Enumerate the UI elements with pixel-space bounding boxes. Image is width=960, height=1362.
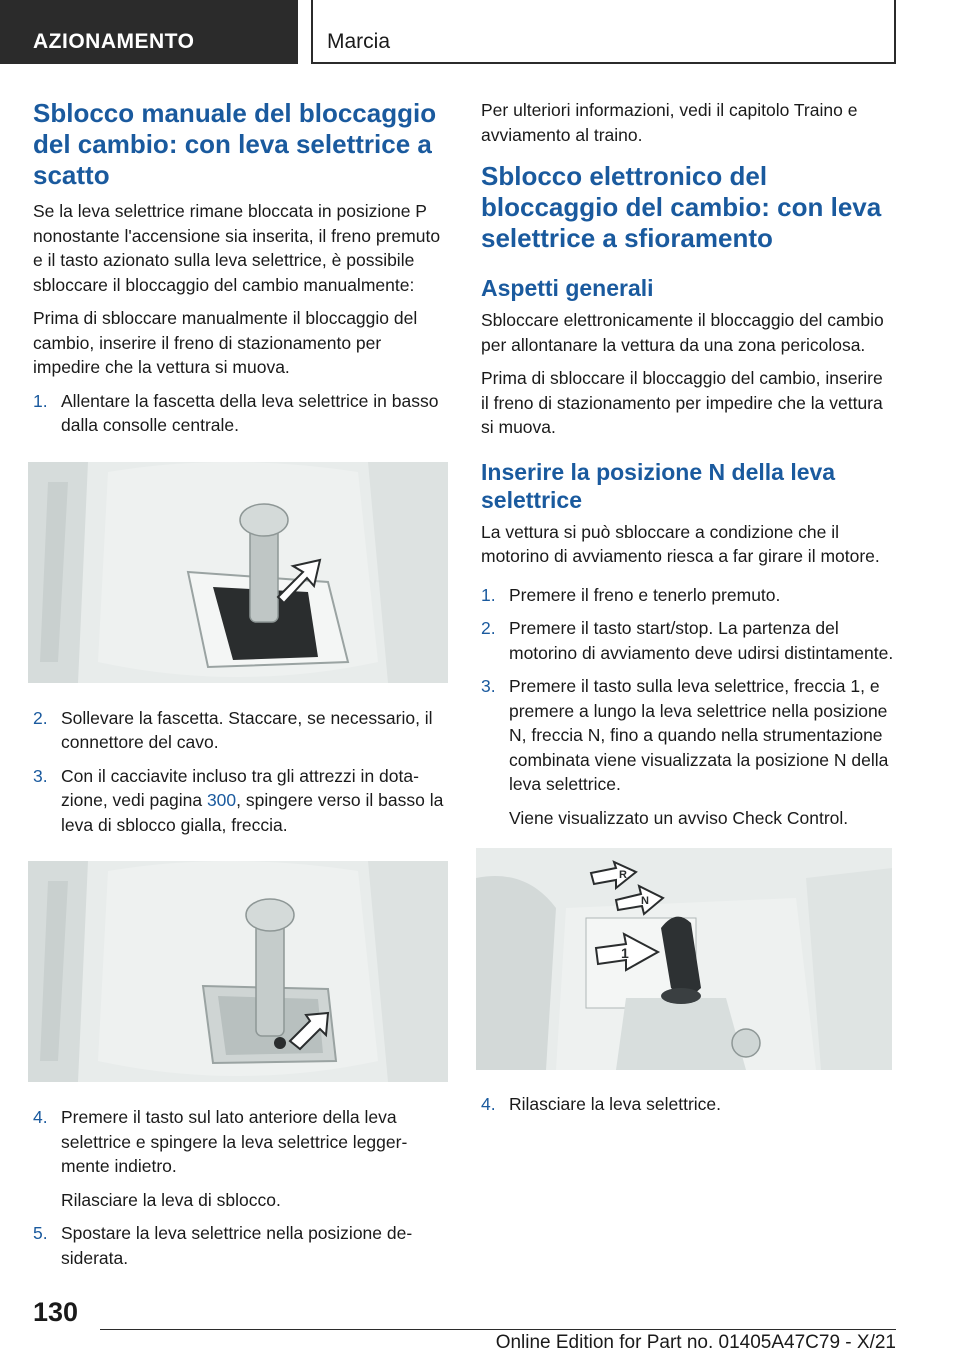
arrow-label-1: 1: [621, 945, 629, 961]
step-text: Sollevare la fascetta. Staccare, se necessario, il connettore del cavo.: [61, 707, 433, 752]
electronic-release-heading: Sblocco elettronico del bloccaggio del cambio: con leva selettrice a sfioramento: [481, 161, 882, 253]
section-title: AZIONAMENTO: [33, 30, 195, 53]
step-number: 1.: [481, 584, 496, 605]
step-number: 3.: [33, 765, 48, 786]
console-illustration: [28, 462, 448, 683]
step-text: Rilasciare la leva selettrice.: [509, 1094, 722, 1114]
electronic-steps-b: [481, 1092, 895, 1117]
right-column: [481, 98, 895, 1126]
step-number: 4.: [481, 1094, 496, 1114]
general-aspects-heading: Aspetti generali: [481, 275, 654, 301]
step-item: [33, 764, 447, 838]
step-text-after: , spingere verso il basso la leva di sblocco gialla, freccia.: [61, 790, 444, 835]
step-subtext: Viene visualizzato un avviso Check Control.: [509, 807, 849, 828]
manual-release-warning: Prima di sbloccare manualmente il bloccaggio del cambio, inserire il freno di stazionamento per impedire che la vettura si muova.: [33, 308, 418, 377]
step-number: 1.: [33, 390, 48, 411]
step-text: Allentare la fascetta della leva selettrice in basso dalla consolle centrale.: [61, 390, 439, 435]
manual-release-heading: Sblocco manuale del bloccaggio del cambio: con leva selettrice a scatto: [33, 98, 437, 190]
touch-lever-illustration: [476, 848, 892, 1070]
step-text: Spostare la leva selettrice nella posizione desiderata.: [61, 1223, 413, 1268]
page-number: 130: [33, 1297, 79, 1327]
general-aspects-p1: Sbloccare elettronicamente il bloccaggio del cambio per allontanare la vettura da una zona pericolosa.: [481, 310, 884, 355]
step-item: [33, 706, 447, 755]
step-number: 3.: [481, 676, 496, 696]
page-link[interactable]: 300: [206, 790, 237, 810]
step-item: [33, 389, 447, 438]
step-item: [481, 583, 895, 608]
neutral-position-intro: La vettura si può sbloccare a condizione che il motorino di avviamento riesca a far girare il motore.: [481, 521, 880, 566]
footer-divider: [100, 1329, 896, 1330]
step-item: [481, 616, 895, 665]
step-number: 2.: [33, 707, 48, 728]
arrow-label-n: N: [641, 895, 649, 907]
step-item: [33, 1105, 447, 1212]
manual-steps-b: [33, 706, 447, 838]
general-aspects-p2: Prima di sbloccare il bloccaggio del cambio, inserire il freno di stazionamento per impedire che la vettura si muova.: [481, 368, 883, 437]
arrow-label-r: R: [619, 869, 627, 881]
step-item: [481, 1092, 895, 1117]
figure-loosen-boot: [28, 462, 448, 683]
section-tab: [0, 0, 298, 64]
step-item: [33, 1221, 447, 1270]
left-column: [33, 98, 447, 1279]
edition-note: Online Edition for Part no. 01405A47C79 - X/21: [495, 1332, 896, 1353]
step-text: Premere il tasto start/stop. La partenza del motorino di avviamento deve udirsi distintamente.: [509, 618, 894, 663]
step-subtext: Rilasciare la leva di sblocco.: [61, 1189, 281, 1210]
step-text-before: Con il cacciavite incluso tra gli attrezzi in dotazione, vedi pagina: [61, 765, 419, 810]
manual-steps-c: [33, 1105, 447, 1270]
step-text: Premere il tasto sulla leva selettrice, freccia 1, e premere a lungo la leva selettrice nella posizione N, freccia N, fino a quando nella strumentazione combinata viene visualizzata la posizione N della leva selettrice.: [509, 676, 889, 794]
chapter-title: Marcia: [327, 30, 391, 53]
manual-release-intro: Se la leva selettrice rimane bloccata in posizione P nonostante l'accensione sia inserita, il freno premuto e il tasto azionato sulla leva selettrice, è possibile sbloccare il bloccaggio del cambio manualmente:: [33, 201, 441, 295]
step-item: [481, 674, 895, 830]
release-lever-illustration: [28, 861, 448, 1082]
figure-touch-lever: [476, 848, 892, 1070]
step-number: 5.: [33, 1223, 48, 1243]
chapter-tab: [311, 0, 896, 64]
neutral-position-heading: Inserire la posizione N della leva selettrice: [481, 458, 836, 513]
figure-release-lever: [28, 861, 448, 1082]
step-number: 4.: [33, 1107, 48, 1127]
step-number: 2.: [481, 618, 496, 638]
manual-steps-a: [33, 389, 447, 438]
electronic-steps-a: [481, 583, 895, 831]
step-text: Premere il tasto sul lato anteriore della leva selettrice e spingere la leva selettrice leggermente indietro.: [61, 1107, 408, 1176]
step-text: Premere il freno e tenerlo premuto.: [509, 584, 781, 605]
towing-reference: Per ulteriori informazioni, vedi il capitolo Traino e avviamento al traino.: [481, 100, 858, 145]
